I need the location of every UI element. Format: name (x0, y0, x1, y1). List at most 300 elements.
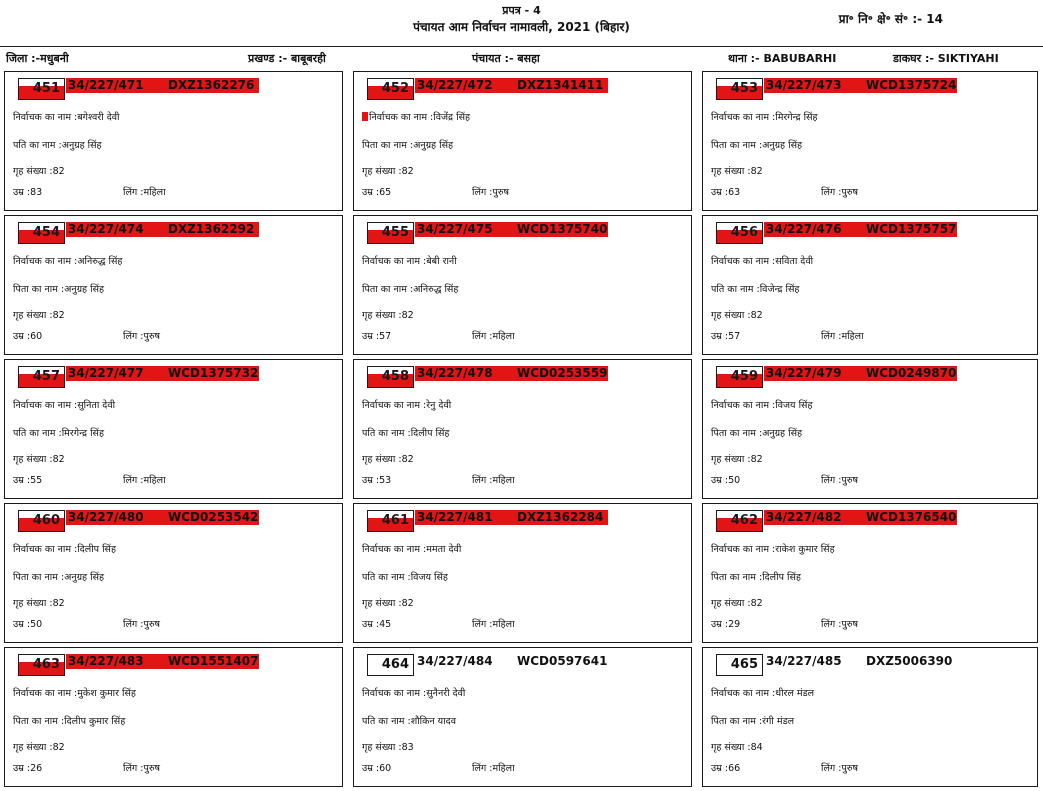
epic-number: DXZ1362276 (168, 78, 255, 92)
house-row (711, 164, 763, 177)
voter-name-row (13, 686, 136, 699)
age-row (362, 185, 391, 198)
house-number: 82 (52, 742, 65, 753)
serial-number-box: 463 (18, 654, 65, 676)
house-number: 82 (52, 166, 65, 177)
epic-number: WCD0253559 (517, 366, 608, 380)
gender-row (821, 473, 858, 486)
age-row (13, 617, 42, 630)
name-label: निर्वाचक का नाम : (362, 544, 427, 555)
gender-row (821, 617, 858, 630)
age-value: 29 (728, 619, 741, 630)
gender-label: लिंग : (472, 187, 493, 198)
voter-card (4, 215, 343, 355)
voter-id-bar (764, 222, 957, 237)
gender-row (123, 473, 166, 486)
name-label: निर्वाचक का नाम : (13, 688, 78, 699)
epic-number: DXZ5006390 (866, 654, 953, 668)
gender-value: महिला (492, 763, 515, 774)
name-label: निर्वाचक का नाम : (13, 112, 78, 123)
relation-name: मिरगेन्द्र सिंह (61, 428, 105, 439)
relation-name: विजेन्द्र सिंह (759, 284, 800, 295)
epic-number: WCD1375732 (168, 366, 259, 380)
relation-label: पिता का नाम : (13, 572, 65, 583)
part-number: 34/227/472 (417, 78, 493, 92)
epic-number: WCD0597641 (517, 654, 608, 668)
age-label: उम्र : (13, 475, 31, 486)
gender-label: लिंग : (821, 475, 842, 486)
age-value: 60 (30, 331, 43, 342)
relation-name: दिलीप सिंह (410, 428, 450, 439)
voter-card (353, 359, 692, 499)
voter-name-row (711, 398, 813, 411)
epic-number: WCD1551407 (168, 654, 259, 668)
voter-name: विजय सिंह (775, 400, 813, 411)
voter-grid (4, 71, 1040, 789)
house-number: 82 (750, 166, 763, 177)
house-row (13, 164, 65, 177)
relation-label: पिता का नाम : (711, 140, 763, 151)
relation-label: पति का नाम : (711, 284, 760, 295)
age-row (362, 329, 391, 342)
relation-row (13, 138, 102, 151)
location-meta-row (0, 46, 1043, 68)
age-row (711, 617, 740, 630)
voter-card (702, 647, 1038, 787)
relation-row (362, 282, 458, 295)
house-label: गृह संख्या : (711, 166, 751, 177)
epic-number: WCD0253542 (168, 510, 259, 524)
age-row (13, 761, 42, 774)
gender-row (472, 473, 515, 486)
voter-id-bar (66, 654, 259, 669)
gender-label: लिंग : (123, 475, 144, 486)
relation-row (711, 138, 802, 151)
voter-name-row (13, 254, 122, 267)
gender-value: महिला (841, 331, 864, 342)
relation-name: अनुग्रह सिंह (762, 140, 803, 151)
relation-name: अनुग्रह सिंह (64, 572, 105, 583)
relation-label: पिता का नाम : (362, 140, 414, 151)
voter-name: बेबी रानी (426, 256, 457, 267)
voter-id-bar (66, 366, 259, 381)
relation-name: अनुग्रह सिंह (61, 140, 102, 151)
relation-row (13, 570, 104, 583)
voter-name: सुनिता देवी (77, 400, 116, 411)
voter-name: राकेश कुमार सिंह (775, 544, 835, 555)
age-label: उम्र : (362, 763, 380, 774)
name-label: निर्वाचक का नाम : (362, 256, 427, 267)
voter-card (702, 359, 1038, 499)
voter-name: धीरल मंडल (775, 688, 815, 699)
voter-id-bar (66, 78, 259, 93)
gender-value: पुरुष (143, 763, 161, 774)
age-label: उम्र : (711, 619, 729, 630)
house-label: गृह संख्या : (711, 598, 751, 609)
part-number: 34/227/475 (417, 222, 493, 236)
house-row (711, 308, 763, 321)
house-row (362, 452, 414, 465)
epic-number: DXZ1341411 (517, 78, 604, 92)
voter-name-row (711, 686, 814, 699)
voter-id-bar (415, 366, 608, 381)
gender-value: पुरुष (143, 331, 161, 342)
epic-number: DXZ1362284 (517, 510, 604, 524)
voter-card (702, 215, 1038, 355)
voter-card (702, 503, 1038, 643)
house-number: 82 (750, 454, 763, 465)
relation-name: दिलीप सिंह (762, 572, 801, 583)
name-label: निर्वाचक का नाम : (711, 400, 776, 411)
house-label: गृह संख्या : (13, 310, 53, 321)
name-label: निर्वाचक का नाम : (13, 400, 78, 411)
gender-value: महिला (143, 475, 166, 486)
age-label: उम्र : (13, 763, 31, 774)
age-value: 50 (30, 619, 43, 630)
relation-label: पिता का नाम : (711, 716, 763, 727)
voter-name-row (362, 398, 451, 411)
age-label: उम्र : (13, 619, 31, 630)
voter-name-row (362, 254, 457, 267)
gender-label: लिंग : (472, 331, 493, 342)
serial-number-box: 452 (367, 78, 414, 100)
house-label: गृह संख्या : (362, 454, 402, 465)
age-label: उम्र : (13, 187, 31, 198)
district-label: जिला :-मधुबनी (6, 52, 69, 65)
gender-value: महिला (492, 331, 515, 342)
name-label: निर्वाचक का नाम : (711, 256, 776, 267)
part-number: 34/227/474 (68, 222, 144, 236)
part-number: 34/227/478 (417, 366, 493, 380)
voter-name: अनिरुद्ध सिंह (77, 256, 123, 267)
part-number: 34/227/482 (766, 510, 842, 524)
house-row (711, 452, 763, 465)
voter-card (4, 647, 343, 787)
age-label: उम्र : (711, 763, 729, 774)
name-label: निर्वाचक का नाम : (13, 256, 78, 267)
age-row (13, 185, 42, 198)
age-row (362, 761, 391, 774)
gender-value: पुरुष (841, 763, 859, 774)
part-number: 34/227/484 (417, 654, 493, 668)
epic-number: WCD1375740 (517, 222, 608, 236)
voter-card (4, 71, 343, 211)
age-value: 45 (379, 619, 392, 630)
age-value: 53 (379, 475, 392, 486)
voter-name-row (13, 542, 116, 555)
voter-name-row (711, 542, 835, 555)
voter-name: रेनु देवी (426, 400, 452, 411)
panchayat-label: पंचायत :- बसहा (472, 52, 540, 65)
gender-row (123, 761, 160, 774)
relation-row (362, 714, 456, 727)
gender-label: लिंग : (123, 619, 144, 630)
gender-label: लिंग : (821, 763, 842, 774)
age-value: 66 (728, 763, 741, 774)
house-label: गृह संख्या : (362, 166, 402, 177)
gender-row (472, 617, 515, 630)
gender-row (821, 185, 858, 198)
house-number: 82 (52, 310, 65, 321)
voter-card (353, 71, 692, 211)
voter-id-bar (66, 222, 259, 237)
house-number: 84 (750, 742, 763, 753)
voter-id-bar (66, 510, 259, 525)
age-label: उम्र : (13, 331, 31, 342)
house-label: गृह संख्या : (362, 310, 402, 321)
voter-name: विजेंद्र सिंह (433, 112, 471, 123)
gender-row (821, 761, 858, 774)
voter-id-bar (415, 78, 608, 93)
voter-name-row (362, 542, 461, 555)
age-value: 57 (728, 331, 741, 342)
relation-label: पिता का नाम : (711, 572, 763, 583)
relation-row (13, 282, 104, 295)
red-mark (362, 112, 368, 121)
relation-label: पिता का नाम : (13, 716, 65, 727)
house-row (13, 452, 65, 465)
gender-label: लिंग : (472, 619, 493, 630)
age-value: 50 (728, 475, 741, 486)
voter-name: ममता देवी (426, 544, 462, 555)
voter-card (353, 503, 692, 643)
voter-name-row (13, 398, 115, 411)
age-label: उम्र : (711, 331, 729, 342)
gender-label: लिंग : (472, 763, 493, 774)
house-row (362, 740, 414, 753)
age-row (13, 473, 42, 486)
epic-number: WCD1375724 (866, 78, 957, 92)
epic-number: WCD1376540 (866, 510, 957, 524)
age-row (711, 473, 740, 486)
gender-value: महिला (492, 475, 515, 486)
house-row (362, 164, 414, 177)
age-label: उम्र : (362, 331, 380, 342)
serial-number-box: 462 (716, 510, 763, 532)
house-label: गृह संख्या : (362, 598, 402, 609)
part-number: 34/227/473 (766, 78, 842, 92)
gender-value: पुरुष (492, 187, 510, 198)
name-label: निर्वाचक का नाम : (711, 112, 776, 123)
voter-id-bar (764, 78, 957, 93)
relation-name: विजय सिंह (410, 572, 448, 583)
epic-number: DXZ1362292 (168, 222, 255, 236)
part-number: 34/227/479 (766, 366, 842, 380)
house-number: 82 (750, 598, 763, 609)
serial-number-box: 456 (716, 222, 763, 244)
house-label: गृह संख्या : (711, 742, 751, 753)
age-value: 57 (379, 331, 392, 342)
gender-row (472, 185, 509, 198)
relation-label: पति का नाम : (362, 572, 411, 583)
age-value: 65 (379, 187, 392, 198)
voter-id-bar (415, 654, 608, 669)
voter-id-bar (764, 366, 957, 381)
house-label: गृह संख्या : (13, 454, 53, 465)
house-number: 82 (52, 454, 65, 465)
name-label: निर्वाचक का नाम : (369, 112, 434, 123)
relation-label: पति का नाम : (362, 716, 411, 727)
part-number: 34/227/471 (68, 78, 144, 92)
gender-label: लिंग : (821, 331, 842, 342)
relation-row (13, 426, 104, 439)
relation-row (711, 426, 802, 439)
voter-name: मिरगेन्द्र सिंह (775, 112, 818, 123)
age-label: उम्र : (362, 619, 380, 630)
name-label: निर्वाचक का नाम : (13, 544, 78, 555)
relation-label: पति का नाम : (13, 140, 62, 151)
relation-name: अनुग्रह सिंह (64, 284, 105, 295)
house-row (13, 596, 65, 609)
relation-label: पति का नाम : (13, 428, 62, 439)
voter-card (4, 503, 343, 643)
thana-label: थाना :- BABUBARHI (728, 52, 837, 65)
voter-name: सविता देवी (775, 256, 814, 267)
age-value: 55 (30, 475, 43, 486)
house-label: गृह संख्या : (13, 598, 53, 609)
gender-value: पुरुष (841, 187, 859, 198)
relation-name: अनिरुद्ध सिंह (413, 284, 459, 295)
gender-row (123, 329, 160, 342)
gender-label: लिंग : (821, 187, 842, 198)
relation-label: पिता का नाम : (362, 284, 414, 295)
relation-name: शौकिन यादव (410, 716, 456, 727)
post-office-label: डाकघर :- SIKTIYAHI (893, 52, 999, 65)
relation-row (13, 714, 125, 727)
age-row (711, 329, 740, 342)
voter-name-row (711, 110, 818, 123)
age-value: 63 (728, 187, 741, 198)
house-row (711, 596, 763, 609)
house-number: 83 (401, 742, 414, 753)
relation-row (711, 570, 801, 583)
part-number: 34/227/477 (68, 366, 144, 380)
document-title: पंचायत आम निर्वाचन नामावली, 2021 (बिहार) (413, 20, 630, 34)
gender-value: महिला (143, 187, 166, 198)
gender-label: लिंग : (821, 619, 842, 630)
house-label: गृह संख्या : (711, 310, 751, 321)
name-label: निर्वाचक का नाम : (362, 400, 427, 411)
age-label: उम्र : (362, 187, 380, 198)
serial-number-box: 460 (18, 510, 65, 532)
serial-number-box: 464 (367, 654, 414, 676)
voter-card (353, 647, 692, 787)
house-label: गृह संख्या : (13, 742, 53, 753)
voter-card (702, 71, 1038, 211)
relation-label: पिता का नाम : (13, 284, 65, 295)
relation-row (362, 570, 448, 583)
voter-id-bar (764, 654, 957, 669)
block-label: प्रखण्ड :- बाबूबरही (248, 52, 326, 65)
age-label: उम्र : (711, 475, 729, 486)
age-row (362, 473, 391, 486)
house-row (13, 740, 65, 753)
age-value: 60 (379, 763, 392, 774)
house-number: 82 (401, 598, 414, 609)
epic-number: WCD1375757 (866, 222, 957, 236)
age-row (711, 185, 740, 198)
voter-name-row (13, 110, 120, 123)
gender-value: महिला (492, 619, 515, 630)
serial-number-box: 465 (716, 654, 763, 676)
house-number: 82 (52, 598, 65, 609)
name-label: निर्वाचक का नाम : (362, 688, 427, 699)
part-number: 34/227/483 (68, 654, 144, 668)
epic-number: WCD0249870 (866, 366, 957, 380)
gender-row (821, 329, 864, 342)
house-row (362, 596, 414, 609)
house-label: गृह संख्या : (13, 166, 53, 177)
relation-name: अनुग्रह सिंह (413, 140, 454, 151)
age-row (711, 761, 740, 774)
relation-name: रंगी मंडल (762, 716, 795, 727)
age-value: 83 (30, 187, 43, 198)
serial-number-box: 458 (367, 366, 414, 388)
house-number: 82 (401, 454, 414, 465)
age-label: उम्र : (362, 475, 380, 486)
voter-card (353, 215, 692, 355)
serial-number-box: 454 (18, 222, 65, 244)
age-label: उम्र : (711, 187, 729, 198)
name-label: निर्वाचक का नाम : (711, 544, 776, 555)
relation-row (711, 282, 799, 295)
gender-value: पुरुष (841, 475, 859, 486)
voter-name-row (711, 254, 813, 267)
house-row (13, 308, 65, 321)
voter-id-bar (764, 510, 957, 525)
relation-row (362, 426, 449, 439)
constituency-number: प्रा॰ नि॰ क्षे॰ सं॰ :- 14 (838, 12, 943, 26)
serial-number-box: 451 (18, 78, 65, 100)
gender-label: लिंग : (472, 475, 493, 486)
voter-id-bar (415, 510, 608, 525)
house-number: 82 (401, 310, 414, 321)
voter-name: बगेश्वरी देवी (77, 112, 120, 123)
relation-label: पिता का नाम : (711, 428, 763, 439)
part-number: 34/227/476 (766, 222, 842, 236)
form-number: प्रपत्र - 4 (502, 4, 541, 17)
voter-name-row (362, 110, 470, 123)
serial-number-box: 455 (367, 222, 414, 244)
relation-label: पति का नाम : (362, 428, 411, 439)
age-row (362, 617, 391, 630)
house-row (711, 740, 763, 753)
age-row (13, 329, 42, 342)
serial-number-box: 453 (716, 78, 763, 100)
serial-number-box: 461 (367, 510, 414, 532)
voter-id-bar (415, 222, 608, 237)
relation-name: अनुग्रह सिंह (762, 428, 803, 439)
part-number: 34/227/481 (417, 510, 493, 524)
house-number: 82 (401, 166, 414, 177)
part-number: 34/227/480 (68, 510, 144, 524)
house-label: गृह संख्या : (711, 454, 751, 465)
relation-row (362, 138, 453, 151)
part-number: 34/227/485 (766, 654, 842, 668)
voter-name: सुनैनरी देवी (426, 688, 466, 699)
gender-row (123, 617, 160, 630)
gender-value: पुरुष (841, 619, 859, 630)
voter-name: मुकेश कुमार सिंह (77, 688, 136, 699)
relation-name: दिलीप कुमार सिंह (64, 716, 126, 727)
gender-label: लिंग : (123, 331, 144, 342)
gender-label: लिंग : (123, 763, 144, 774)
name-label: निर्वाचक का नाम : (711, 688, 776, 699)
voter-name: दिलीप सिंह (77, 544, 116, 555)
serial-number-box: 459 (716, 366, 763, 388)
gender-row (472, 329, 515, 342)
age-value: 26 (30, 763, 43, 774)
